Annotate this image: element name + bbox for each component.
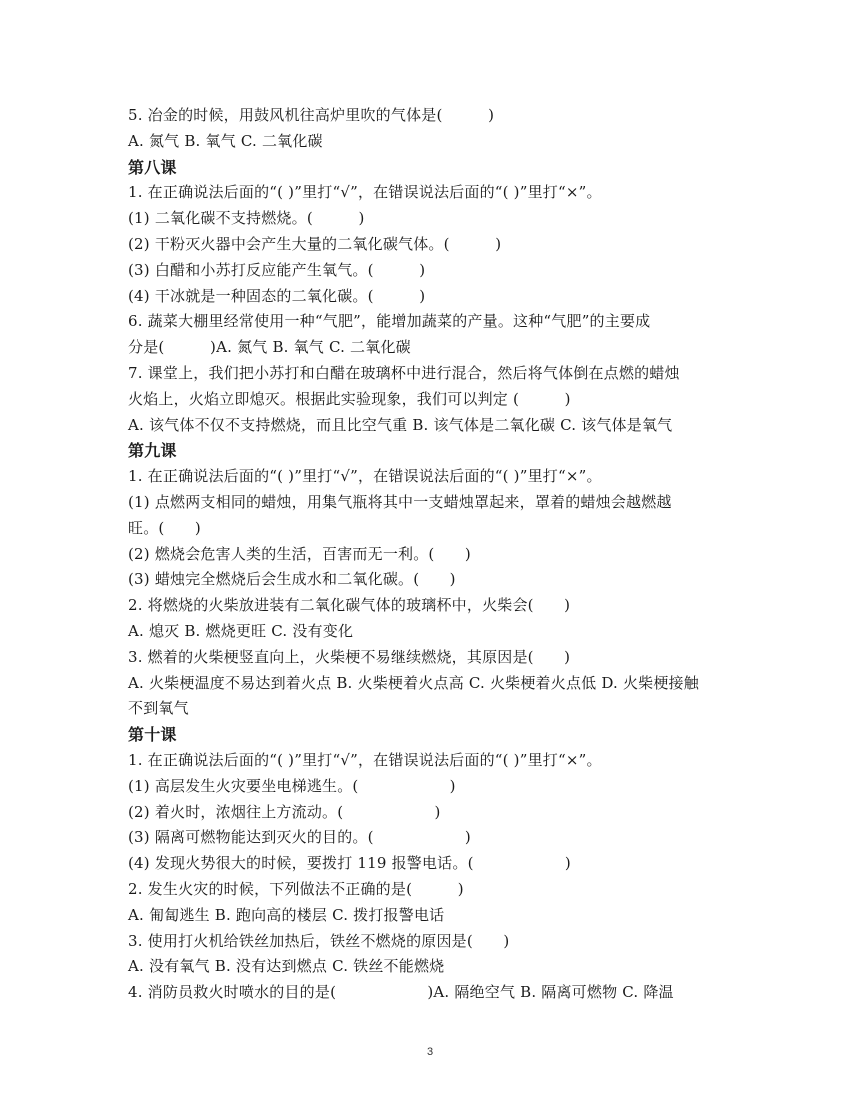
text-line: (2) 燃烧会危害人类的生活，百害而无一利。( ) xyxy=(128,544,471,563)
text-line: (2) 干粉灭火器中会产生大量的二氧化碳气体。( ) xyxy=(128,234,502,253)
section-heading: 第十课 xyxy=(128,725,177,745)
text-line: 3. 使用打火机给铁丝加热后，铁丝不燃烧的原因是( ) xyxy=(128,931,510,950)
text-line: (3) 隔离可燃物能达到灭火的目的。( ) xyxy=(128,828,471,847)
text-line: 不到氧气 xyxy=(128,699,189,718)
text-line: 6. 蔬菜大棚里经常使用一种“气肥”，能增加蔬菜的产量。这种“气肥”的主要成 xyxy=(128,312,651,331)
section-heading: 第八课 xyxy=(128,157,177,177)
text-line: A. 氮气 B. 氧气 C. 二氧化碳 xyxy=(128,131,323,150)
document-body xyxy=(128,103,800,1006)
text-line: A. 熄灭 B. 燃烧更旺 C. 没有变化 xyxy=(128,621,354,640)
text-line: (1) 高层发生火灾要坐电梯逃生。( ) xyxy=(128,776,456,795)
text-line: A. 火柴梗温度不易达到着火点 B. 火柴梗着火点高 C. 火柴梗着火点低 D. 火柴梗接触 xyxy=(128,673,699,692)
text-line: (2) 着火时，浓烟往上方流动。( ) xyxy=(128,802,441,821)
text-line: 1. 在正确说法后面的“( )”里打“√”，在错误说法后面的“( )”里打“×”。 xyxy=(128,467,602,486)
text-line: 1. 在正确说法后面的“( )”里打“√”，在错误说法后面的“( )”里打“×”。 xyxy=(128,183,602,202)
text-line: 3. 燃着的火柴梗竖直向上，火柴梗不易继续燃烧，其原因是( ) xyxy=(128,647,571,666)
text-line: A. 该气体不仅不支持燃烧，而且比空气重 B. 该气体是二氧化碳 C. 该气体是氧气 xyxy=(128,415,673,434)
text-line: 火焰上，火焰立即熄灭。根据此实验现象，我们可以判定 ( ) xyxy=(128,389,571,408)
text-line: 2. 发生火灾的时候，下列做法不正确的是( ) xyxy=(128,879,464,898)
text-line: (1) 点燃两支相同的蜡烛，用集气瓶将其中一支蜡烛罩起来，罩着的蜡烛会越燃越 xyxy=(128,492,672,511)
text-line: 1. 在正确说法后面的“( )”里打“√”，在错误说法后面的“( )”里打“×”。 xyxy=(128,750,602,769)
section-heading: 第九课 xyxy=(128,441,177,461)
text-line: 旺。( ) xyxy=(128,518,201,537)
text-line: A. 匍匐逃生 B. 跑向高的楼层 C. 拨打报警电话 xyxy=(128,905,445,924)
text-line: (3) 白醋和小苏打反应能产生氧气。( ) xyxy=(128,260,426,279)
text-line: 7. 课堂上，我们把小苏打和白醋在玻璃杯中进行混合，然后将气体倒在点燃的蜡烛 xyxy=(128,363,680,382)
text-line: 4. 消防员救火时喷水的目的是( )A. 隔绝空气 B. 隔离可燃物 C. 降温 xyxy=(128,983,674,1002)
text-line: 5. 冶金的时候，用鼓风机往高炉里吹的气体是( ) xyxy=(128,106,495,124)
text-line: (4) 发现火势很大的时候，要拨打 119 报警电话。( ) xyxy=(128,854,571,873)
text-line: (4) 干冰就是一种固态的二氧化碳。( ) xyxy=(128,286,426,305)
text-line: 分是( )A. 氮气 B. 氧气 C. 二氧化碳 xyxy=(128,338,411,357)
page-number: 3 xyxy=(426,1046,434,1058)
text-line: (1) 二氧化碳不支持燃烧。( ) xyxy=(128,209,365,228)
text-line: A. 没有氧气 B. 没有达到燃点 C. 铁丝不能燃烧 xyxy=(128,957,445,976)
text-line: 2. 将燃烧的火柴放进装有二氧化碳气体的玻璃杯中，火柴会( ) xyxy=(128,596,571,615)
text-line: (3) 蜡烛完全燃烧后会生成水和二氧化碳。( ) xyxy=(128,570,456,589)
